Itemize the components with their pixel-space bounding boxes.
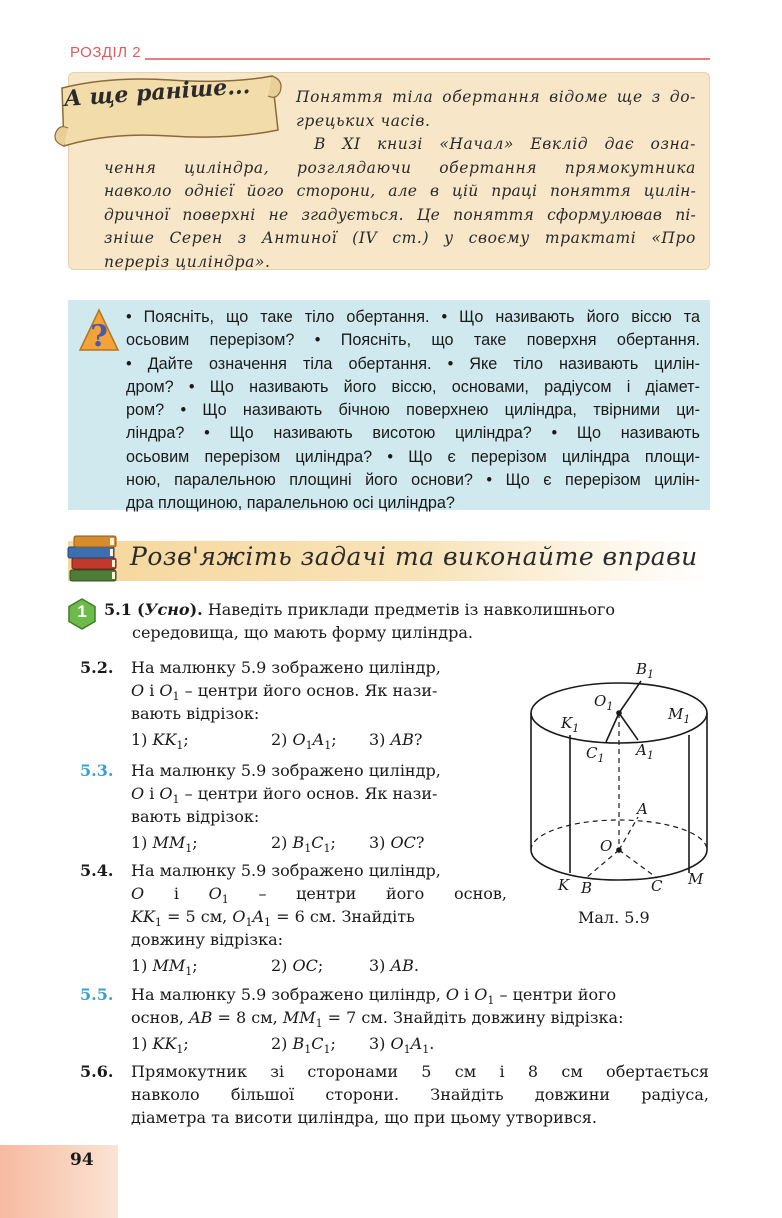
history-line: грецьких часів.	[296, 111, 431, 130]
problem-text: вають відрізок:	[131, 704, 260, 723]
question-mark-icon	[76, 306, 122, 356]
problem-text: На малюнку 5.9 зображено циліндр,	[131, 761, 441, 780]
question-line: дра площиною, паралельною осі циліндра?	[126, 494, 455, 513]
problem-number: 5.2.	[80, 658, 114, 677]
problem-options: 1) $KK_1$; 2) $B_1C_1$; 3) $O_1A_1$.	[131, 1034, 435, 1057]
problem-text: O і $O_1$ – центри його основ,	[131, 884, 507, 907]
label-b: B	[581, 879, 593, 897]
label-a1: $A_1$	[636, 741, 654, 762]
history-line: чення циліндра, розглядаючи обертання прямокутника	[104, 158, 696, 177]
label-a: A	[637, 800, 648, 818]
problem-options: 1) $MM_1$; 2) OC; 3) AB.	[131, 956, 419, 979]
problem-number: 5.3.	[80, 761, 114, 780]
page-number-strip	[0, 1145, 118, 1218]
problem-text: Наведіть приклади предметів із навколишнього	[207, 600, 615, 619]
question-line: ліндра? • Що називають висотою циліндра? • Що називають	[126, 424, 700, 443]
label-m: M	[688, 870, 704, 888]
section-label: РОЗДІЛ 2	[70, 44, 142, 61]
header-divider	[145, 58, 710, 60]
problem-text: середовища, що мають форму циліндра.	[132, 623, 473, 642]
history-line: дричної поверхні не згадується. Це поняття сформулював пі-	[104, 205, 696, 224]
problem-text: O і $O_1$ – центри його основ. Як нази-	[131, 681, 438, 704]
question-line: • Дайте означення тіла обертання. • Яке тіло називають цилін-	[126, 354, 700, 373]
books-icon	[66, 534, 122, 584]
problem-text: діаметра та висоти циліндра, що при цьому утворився.	[131, 1108, 597, 1127]
oral-label: Усно	[144, 600, 190, 619]
problem-number: 5.5.	[80, 985, 114, 1004]
problem-text: навколо більшої сторони. Знайдіть довжини радіуса,	[131, 1085, 709, 1104]
history-line: зніше Серен з Антиної (IV ст.) у своєму трактаті «Про	[104, 229, 696, 247]
problem-text: На малюнку 5.9 зображено циліндр,	[131, 861, 441, 880]
svg-text:?: ?	[90, 319, 108, 354]
label-c1: $C_1$	[586, 744, 605, 765]
cylinder-figure	[520, 660, 720, 900]
label-o: O	[600, 837, 613, 855]
problem-text: Прямокутник зі сторонами 5 см і 8 см обертається	[131, 1062, 709, 1081]
problem-text: основ, AB = 8 см, $MM_1 = 7$ см. Знайдіть довжину відрізка:	[131, 1008, 624, 1031]
tasks-title: Розв'яжіть задачі та виконайте вправи	[130, 542, 698, 571]
label-k1: $K_1$	[561, 714, 580, 735]
figure-caption: Мал. 5.9	[578, 908, 650, 927]
history-line: В XI книзі «Начал» Евклід дає озна-	[314, 135, 696, 153]
difficulty-level-number: 1	[77, 602, 87, 621]
label-o1: $O_1$	[594, 692, 614, 713]
label-c: C	[651, 877, 663, 895]
label-m1: $M_1$	[668, 705, 691, 726]
problem-options: 1) $MM_1$; 2) $B_1C_1$; 3) OC?	[131, 833, 425, 856]
question-line: ною, паралельною площині його основи? • Що є перерізом цилін-	[126, 471, 700, 490]
label-b1: $B_1$	[636, 660, 655, 681]
history-line: Поняття тіла обертання відоме ще з до-	[296, 88, 696, 106]
question-line: осьовим перерізом циліндра? • Що є перерізом циліндра площи-	[126, 447, 700, 466]
question-line: • Поясніть, що таке тіло обертання. • Що називають його віссю та	[126, 308, 700, 326]
problem-text: $KK_1 = 5$ см, $O_1A_1 = 6$ см. Знайдіть	[131, 907, 415, 930]
label-k: K	[558, 876, 570, 894]
questions-text	[126, 306, 700, 516]
problem-text: На малюнку 5.9 зображено циліндр,	[131, 658, 441, 677]
problem-text: довжину відрізка:	[131, 930, 284, 949]
history-line: навколо однієї його сторони, але в цій праці поняття цилін-	[104, 182, 696, 200]
question-line: дром? • Що називають його віссю, основами, радіусом і діамет-	[126, 377, 700, 396]
question-line: осьовим перерізом? • Поясніть, що таке поверхня обертання.	[126, 331, 700, 350]
question-line: ром? • Що називають бічною поверхнею циліндра, твірними ци-	[126, 401, 700, 420]
problem-text: На малюнку 5.9 зображено циліндр, O і $O_1$ – центри його	[131, 985, 617, 1008]
history-line: переріз циліндра».	[104, 252, 271, 271]
scroll-title: А ще раніше...	[63, 73, 251, 112]
problem-text: O і $O_1$ – центри його основ. Як нази-	[131, 784, 438, 807]
problem-number: 5.4.	[80, 861, 114, 880]
problem-text: вають відрізок:	[131, 807, 260, 826]
problem-number: 5.1	[104, 600, 132, 619]
problem-number: 5.6.	[80, 1062, 114, 1081]
problem-options: 1) $KK_1$; 2) $O_1A_1$; 3) AB?	[131, 730, 423, 753]
problem-5-1: 5.1 (Усно). Наведіть приклади предметів із навколишнього	[104, 600, 615, 619]
page-number: 94	[70, 1150, 94, 1170]
